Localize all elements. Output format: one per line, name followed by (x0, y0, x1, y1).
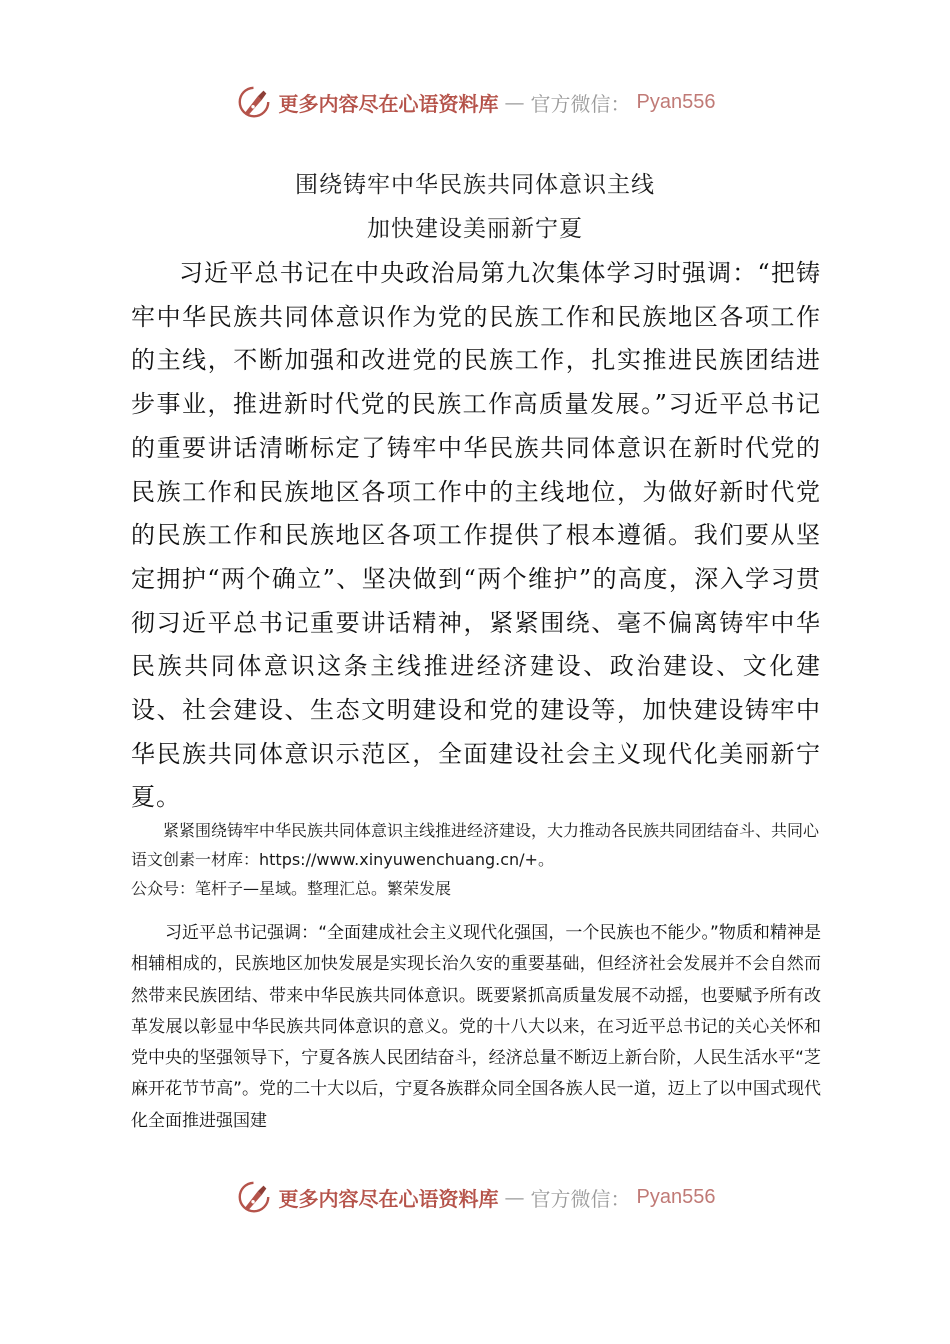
banner-text: 更多内容尽在心语资料库 (278, 1186, 499, 1211)
body-paragraph-2: 习近平总书记强调：“全面建成社会主义现代化强国，一个民族也不能少。”物质和精神是相辅相成的，民族地区加快发展是实现长治久安的重要基础，但经济社会发展并不会自然而然带来民族团结、带来中华民族共同体意识。既要紧抓高质量发展不动摇，也要赋予所有改革发展以彰显中华民族共同体意识的意义。党的十八大以来，在习近平总书记的关心关怀和党中央的坚强领导下，宁夏各族人民团结奋斗，经济总量不断迈上新台阶，人民生活水平“芝麻开花节节高”。党的二十大以后，宁夏各族群众同全国各族人民一道，迈上了以中国式现代化全面推进强国建 (131, 923, 821, 1131)
banner-separator: — (504, 1185, 525, 1209)
document-title-line-2: 加快建设美丽新宁夏 (367, 216, 583, 242)
banner-wechat-id: Pyan556 (636, 1185, 716, 1208)
banner-separator: — (504, 90, 525, 114)
excerpt-source: 公众号：笔杆子—星域。整理汇总。繁荣发展 (131, 879, 452, 898)
pen-nib-logo-icon (235, 1178, 273, 1216)
excerpt-text: 紧紧围绕铸牢中华民族共同体意识主线推进经济建设，大力推动各民族共同团结奋斗、共同心语文创素一材库：https://www.xinyuwenchuang.cn/+。 (131, 821, 820, 869)
banner-text: 更多内容尽在心语资料库 (278, 91, 499, 116)
banner-wechat-label: 官方微信： (530, 91, 631, 116)
header-watermark-banner (0, 82, 950, 122)
document-title-line-1: 围绕铸牢中华民族共同体意识主线 (295, 172, 655, 198)
banner-wechat-id: Pyan556 (636, 90, 716, 113)
pen-nib-logo-icon (235, 83, 273, 121)
footer-watermark-banner (0, 1177, 950, 1217)
banner-wechat-label: 官方微信： (530, 1186, 631, 1211)
body-paragraph-1: 习近平总书记在中央政治局第九次集体学习时强调：“把铸牢中华民族共同体意识作为党的民族工作和民族地区各项工作的主线，不断加强和改进党的民族工作，扎实推进民族团结进步事业，推进新时代党的民族工作高质量发展。”习近平总书记的重要讲话清晰标定了铸牢中华民族共同体意识在新时代党的民族工作和民族地区各项工作中的主线地位，为做好新时代党的民族工作和民族地区各项工作提供了根本遵循。我们要从坚定拥护“两个确立”、坚决做到“两个维护”的高度，深入学习贯彻习近平总书记重要讲话精神，紧紧围绕、毫不偏离铸牢中华民族共同体意识这条主线推进经济建设、政治建设、文化建设、社会建设、生态文明建设和党的建设等，加快建设铸牢中华民族共同体意识示范区，全面建设社会主义现代化美丽新宁夏。 (131, 259, 821, 812)
